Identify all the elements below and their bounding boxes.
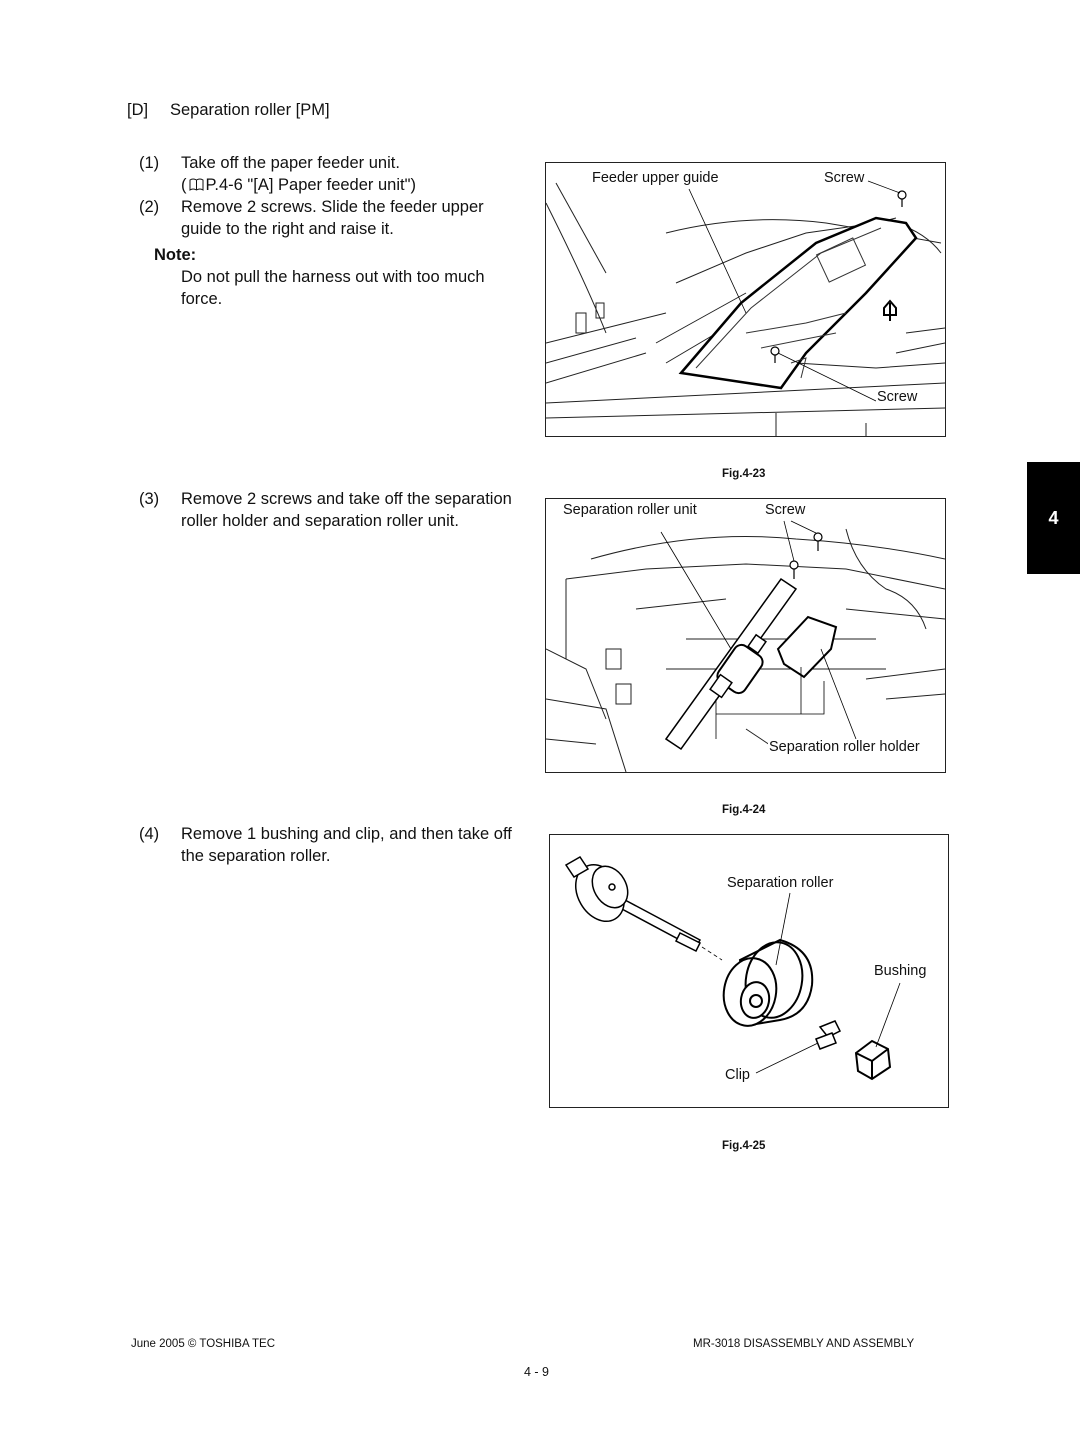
section-marker: [D]	[127, 101, 149, 119]
step-3-text-line1: Remove 2 screws and take off the separation	[181, 490, 512, 508]
figure-4-23	[545, 162, 946, 437]
figure-caption-4-23: Fig.4-23	[722, 468, 766, 480]
footer-right: MR-3018 DISASSEMBLY AND ASSEMBLY	[693, 1338, 915, 1350]
book-icon	[189, 178, 204, 191]
figure-4-25	[549, 834, 949, 1108]
reference-open-paren: (	[181, 176, 187, 194]
label-screw: Screw	[765, 502, 806, 518]
step-4-text-line1: Remove 1 bushing and clip, and then take off	[181, 825, 512, 843]
reference-text: P.4-6 "[A] Paper feeder unit")	[205, 176, 416, 194]
label-separation-roller: Separation roller	[727, 875, 834, 891]
label-screw-top: Screw	[824, 170, 865, 186]
figure-4-24	[545, 498, 946, 773]
figure-caption-4-24: Fig.4-24	[722, 804, 766, 816]
footer-left: June 2005 © TOSHIBA TEC	[131, 1338, 275, 1350]
label-clip: Clip	[725, 1067, 750, 1083]
reference-link[interactable]	[181, 174, 416, 196]
chapter-tab-number: 4	[1048, 507, 1059, 528]
step-2-text-line2: guide to the right and raise it.	[181, 220, 394, 238]
step-2-text-line1: Remove 2 screws. Slide the feeder upper	[181, 198, 484, 216]
step-1-number: (1)	[139, 154, 160, 172]
separation-roller-unit-illustration	[546, 499, 945, 772]
chapter-tab	[1027, 462, 1080, 574]
label-bushing: Bushing	[874, 963, 927, 979]
page-number: 4 - 9	[524, 1365, 550, 1379]
step-3-text-line2: roller holder and separation roller unit.	[181, 512, 459, 530]
note-heading: Note:	[154, 246, 197, 264]
note-text-line2: force.	[181, 290, 223, 308]
step-3-number: (3)	[139, 490, 160, 508]
section-title: Separation roller [PM]	[170, 101, 330, 119]
label-screw-bottom: Screw	[877, 389, 918, 405]
label-separation-roller-holder: Separation roller holder	[769, 739, 920, 755]
step-2-number: (2)	[139, 198, 160, 216]
figure-caption-4-25: Fig.4-25	[722, 1140, 766, 1152]
step-4-number: (4)	[139, 825, 160, 843]
note-text-line1: Do not pull the harness out with too much	[181, 268, 485, 286]
label-feeder-upper-guide: Feeder upper guide	[592, 170, 719, 186]
step-1-text: Take off the paper feeder unit.	[181, 154, 400, 172]
label-separation-roller-unit: Separation roller unit	[563, 502, 697, 518]
step-4-text-line2: the separation roller.	[181, 847, 331, 865]
